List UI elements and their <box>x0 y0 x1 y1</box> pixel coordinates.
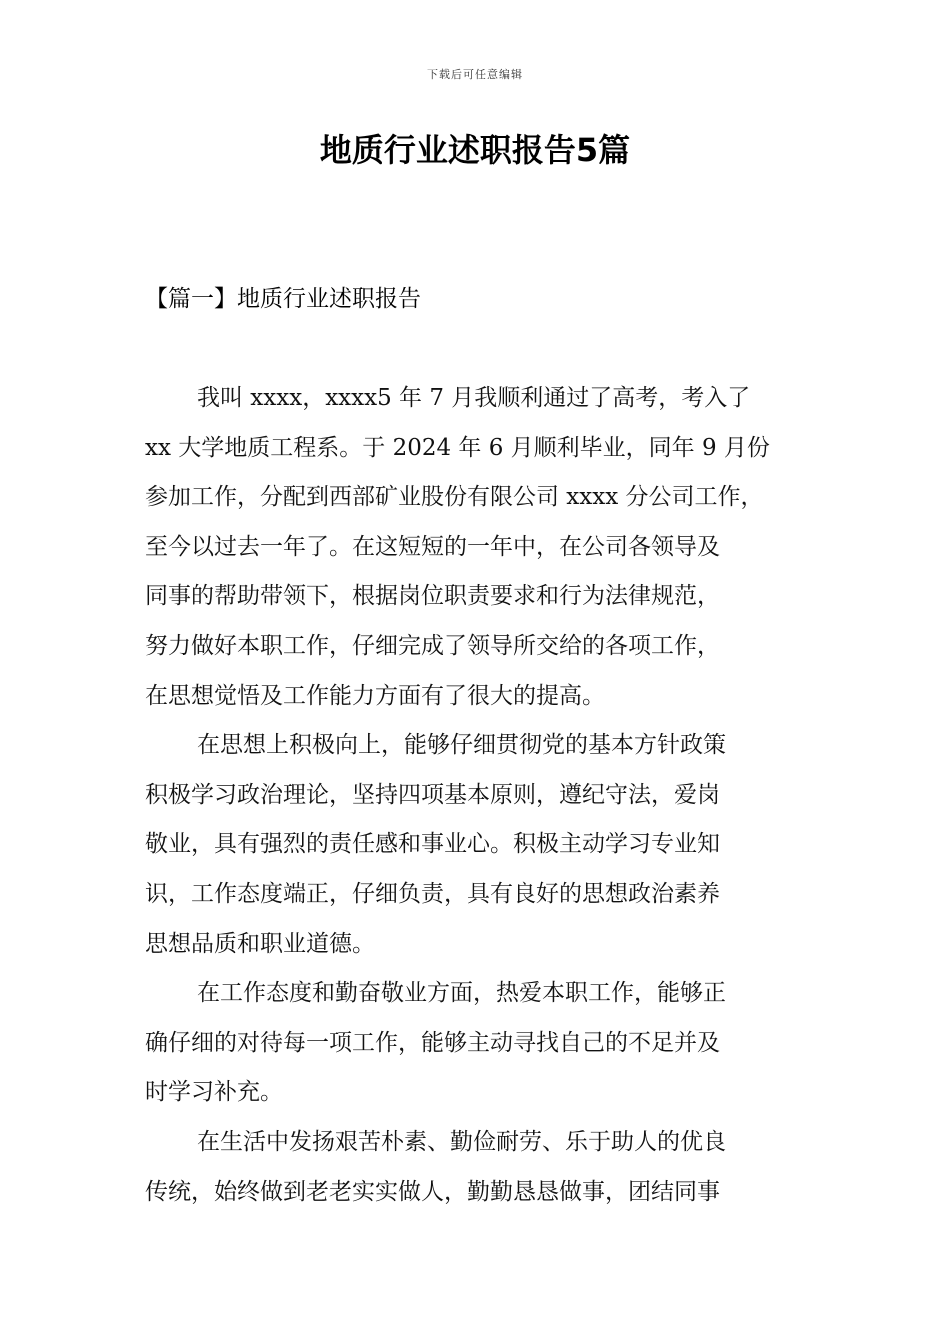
section-heading: 【篇一】地质行业述职报告 <box>145 286 421 312</box>
paragraph-line: 我叫 xxxx，xxxx5 年 7 月我顺利通过了高考，考入了 <box>197 385 751 411</box>
paragraph-line: 至今以过去一年了。在这短短的一年中，在公司各领导及 <box>145 533 720 560</box>
paragraph-line: 在思想觉悟及工作能力方面有了很大的提高。 <box>145 682 605 709</box>
paragraph-2 <box>145 721 813 969</box>
paragraph-line: 确仔细的对待每一项工作，能够主动寻找自己的不足并及 <box>145 1029 720 1056</box>
paragraph-line: 敬业，具有强烈的责任感和事业心。积极主动学习专业知 <box>145 831 720 858</box>
paragraph-line: 在思想上积极向上，能够仔细贯彻党的基本方针政策 <box>197 732 726 759</box>
document-title: 地质行业述职报告5篇 <box>319 131 631 169</box>
paragraph-line: 时学习补充。 <box>145 1079 283 1106</box>
paragraph-4 <box>145 1118 813 1217</box>
paragraph-line: 努力做好本职工作，仔细完成了领导所交给的各项工作， <box>145 632 720 659</box>
paragraph-line: 传统，始终做到老老实实做人，勤勤恳恳做事，团结同事 <box>145 1178 720 1205</box>
document-body <box>145 374 813 1217</box>
header-note: 下载后可任意编辑 <box>427 68 523 81</box>
paragraph-3 <box>145 969 813 1118</box>
paragraph-line: 在生活中发扬艰苦朴素、勤俭耐劳、乐于助人的优良 <box>197 1128 726 1155</box>
paragraph-line: 识，工作态度端正，仔细负责，具有良好的思想政治素养 <box>145 880 720 907</box>
paragraph-line: 思想品质和职业道德。 <box>145 930 375 957</box>
paragraph-line: 参加工作，分配到西部矿业股份有限公司 xxxx 分公司工作， <box>145 484 764 511</box>
paragraph-line: 同事的帮助带领下，根据岗位职责要求和行为法律规范， <box>145 583 720 610</box>
paragraph-1 <box>145 374 813 721</box>
paragraph-line: 在工作态度和勤奋敬业方面，热爱本职工作，能够正 <box>197 980 726 1007</box>
paragraph-line: 积极学习政治理论，坚持四项基本原则，遵纪守法，爱岗 <box>145 781 720 808</box>
paragraph-line: xx 大学地质工程系。于 2024 年 6 月顺利毕业，同年 9 月份 <box>145 434 770 461</box>
